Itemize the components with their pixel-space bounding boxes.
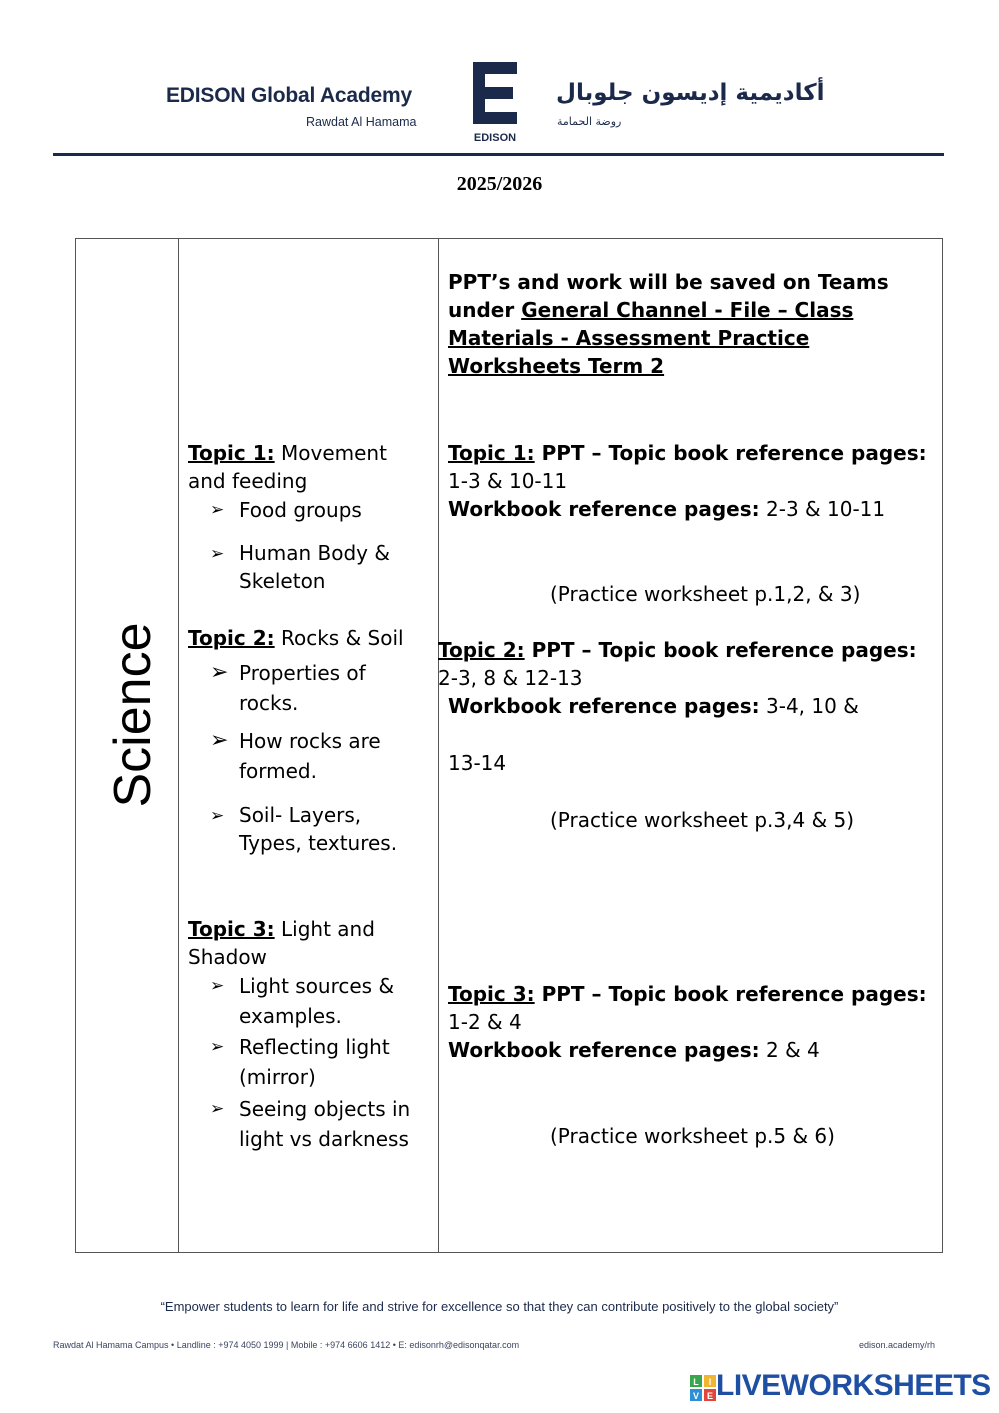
topic-item: Soil- Layers, Types, textures. <box>239 803 398 855</box>
ref-ppt-text: PPT – Topic book reference pages: <box>534 982 927 1006</box>
bullet-arrow-icon: ➢ <box>210 1037 225 1057</box>
note-prefix: PPT’s and work will be saved on Teams under <box>448 270 889 322</box>
liveworksheets-watermark: LIVEWORKSHEETS <box>716 1369 991 1402</box>
svg-text:EDISON: EDISON <box>473 132 517 144</box>
svg-text:V: V <box>692 1391 700 1401</box>
subject-title: Science <box>104 622 162 808</box>
topic-label: Topic 1: <box>188 441 275 465</box>
topic-item: How rocks are formed. <box>239 729 381 783</box>
topic-title: Light and Shadow <box>188 917 375 969</box>
topic-2-workbook-continued: 13-14 <box>448 751 507 775</box>
topic-title: Rocks & Soil <box>274 626 404 650</box>
teams-location-note <box>448 268 918 380</box>
topic-label: Topic 3: <box>188 917 275 941</box>
bullet-arrow-icon: ➢ <box>210 806 225 826</box>
ref-topic-label: Topic 3: <box>448 982 535 1006</box>
teams-channel-path: General Channel - File – Class Materials - Assessment Practice Worksheets Term 2 <box>448 298 854 378</box>
topic-2-practice: (Practice worksheet p.3,4 & 5) <box>550 808 855 832</box>
topic-item: Human Body & Skeleton <box>239 541 390 593</box>
ref-workbook-pages: 2 & 4 <box>759 1038 820 1062</box>
topic-1-heading <box>188 439 423 495</box>
ref-topic-label: Topic 2: <box>438 638 525 662</box>
campus-name-arabic: روضة الحمامة <box>557 115 622 128</box>
ref-workbook-label: Workbook reference pages: <box>448 694 760 718</box>
bullet-arrow-icon: ➢ <box>210 660 229 685</box>
bullet-arrow-icon: ➢ <box>210 1099 225 1119</box>
ref-workbook-label: Workbook reference pages: <box>448 497 760 521</box>
brand-name-arabic: أكاديمية إديسون جلوبال <box>556 80 825 106</box>
topic-2-workbook <box>448 692 928 720</box>
liveworksheets-logo-icon <box>690 1375 716 1401</box>
topic-item: Reflecting light (mirror) <box>239 1035 390 1089</box>
edison-logo <box>470 62 520 144</box>
svg-text:L: L <box>693 1377 699 1387</box>
topic-item: Properties of rocks. <box>239 661 366 715</box>
topic-item: Light sources & examples. <box>239 974 395 1028</box>
bullet-arrow-icon: ➢ <box>210 544 225 564</box>
topic-1-references <box>448 439 928 523</box>
column-divider <box>438 238 439 1253</box>
topic-item: Food groups <box>239 498 362 522</box>
brand-name-english: EDISON Global Academy <box>166 84 412 107</box>
bullet-arrow-icon: ➢ <box>210 500 225 520</box>
ref-ppt-pages: 1-2 & 4 <box>448 1010 522 1034</box>
ref-workbook-pages: 2-3 & 10-11 <box>759 497 886 521</box>
ref-ppt-pages: 2-3, 8 & 12-13 <box>438 666 583 690</box>
bullet-arrow-icon: ➢ <box>210 728 229 753</box>
svg-text:E: E <box>706 1391 714 1401</box>
contact-info: Rawdat Al Hamama Campus • Landline : +974 4050 1999 | Mobile : +974 6606 1412 • E: edisonrh@edisonqatar.com <box>53 1340 520 1350</box>
ref-workbook-label: Workbook reference pages: <box>448 1038 760 1062</box>
bullet-arrow-icon: ➢ <box>210 976 225 996</box>
website-link[interactable]: edison.academy/rh <box>859 1340 936 1350</box>
topic-2-references <box>438 636 943 692</box>
ref-workbook-pages: 3-4, 10 & <box>759 694 859 718</box>
topic-label: Topic 2: <box>188 626 275 650</box>
ref-ppt-pages: 1-3 & 10-11 <box>448 469 568 493</box>
campus-name-english: Rawdat Al Hamama <box>306 115 417 129</box>
svg-text:I: I <box>708 1377 712 1387</box>
subject-cell <box>58 600 208 830</box>
ref-topic-label: Topic 1: <box>448 441 535 465</box>
topic-3-heading <box>188 915 408 971</box>
topic-1-practice: (Practice worksheet p.1,2, & 3) <box>550 582 861 606</box>
ref-ppt-text: PPT – Topic book reference pages: <box>534 441 927 465</box>
topic-title: Movement and feeding <box>188 441 387 493</box>
ref-ppt-text: PPT – Topic book reference pages: <box>524 638 917 662</box>
topic-item: Seeing objects in light vs darkness <box>239 1097 411 1151</box>
academic-year: 2025/2026 <box>456 173 543 195</box>
school-motto: “Empower students to learn for life and strive for excellence so that they can contribute positively to the global society” <box>160 1299 839 1314</box>
topic-3-practice: (Practice worksheet p.5 & 6) <box>550 1124 835 1148</box>
header-divider <box>53 153 944 156</box>
topic-3-references <box>448 980 928 1064</box>
topic-2-heading <box>188 624 428 652</box>
